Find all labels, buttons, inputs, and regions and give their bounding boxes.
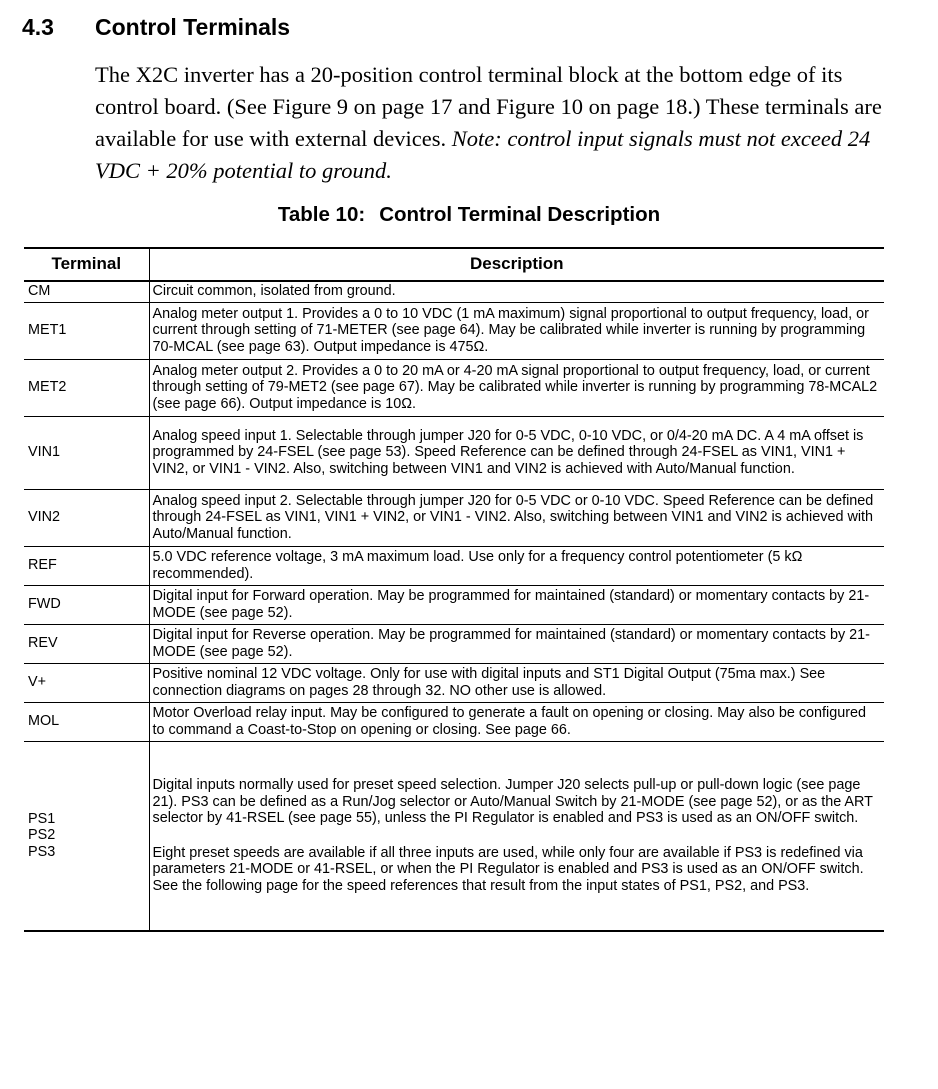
description-cell	[149, 489, 884, 546]
table-row	[24, 546, 884, 585]
description-cell	[149, 359, 884, 416]
description-text: Analog meter output 1. Provides a 0 to 10 VDC (1 mA maximum) signal proportional to output frequency, load, or current through setting of 71-METER (see page 64). May be calibrated while inverter is running by programming 70-MCAL (see page 63). Output impedance is 475Ω.	[152, 305, 869, 355]
section-number: 4.3	[22, 14, 54, 40]
description-text: Analog speed input 1. Selectable through jumper J20 for 0-5 VDC, 0-10 VDC, or 0/4-20 mA DC. A 4 mA offset is programmed by 24-FSEL (see page 53). Speed Reference can be defined through 24-FSEL as VIN1, VIN1 + VIN2, or VIN1 - VIN2. Also, switching between VIN1 and VIN2 is achieved with Auto/Manual function.	[152, 427, 864, 477]
section-title: Control Terminals	[95, 14, 291, 40]
terminal-cell: MET2	[24, 359, 149, 416]
intro-paragraph	[95, 59, 885, 187]
description-text: Digital inputs normally used for preset speed selection. Jumper J20 selects pull-up or pull-down logic (see page 21). PS3 can be defined as a Run/Jog selector or Auto/Manual Switch by 21-MODE (see page 52), or as the ART selector by 41-RSEL (see page 55), unless the PI Regulator is enabled and PS3 is used as an ON/OFF switch.	[152, 776, 873, 827]
intro-text: The X2C inverter has a 20-position control terminal block at the bottom edge of its control board. (See Figure 9 on page 17 and Figure 10 on page 18.) These terminals are available for use with external devices.	[95, 62, 882, 151]
intro-note: Note: control input signals must not exceed 24 VDC + 20% potential to ground.	[95, 126, 871, 183]
terminal-label: PS3	[28, 844, 56, 861]
description-cell	[149, 302, 884, 359]
description-text: 5.0 VDC reference voltage, 3 mA maximum load. Use only for a frequency control potentiometer (5 kΩ recommended).	[152, 548, 803, 582]
table-row	[24, 624, 884, 663]
description-cell	[149, 585, 884, 624]
terminal-cell: REF	[24, 546, 149, 585]
table-body	[24, 281, 884, 931]
table-row	[24, 416, 884, 489]
table-row	[24, 741, 884, 931]
description-text: Motor Overload relay input. May be configured to generate a fault on opening or closing. May also be configured to command a Coast-to-Stop on opening or closing. See page 66.	[152, 704, 867, 738]
paragraph-gap	[153, 827, 881, 845]
description-text: Digital input for Reverse operation. May be programmed for maintained (standard) or momentary contacts by 21-MODE (see page 52).	[152, 626, 870, 660]
header-terminal: Terminal	[24, 248, 149, 281]
table-caption-label: Table 10:	[277, 203, 366, 226]
table-row	[24, 489, 884, 546]
table-caption	[0, 203, 938, 227]
table-caption-title: Control Terminal Description	[379, 203, 661, 226]
table-row	[24, 663, 884, 702]
description-cell	[149, 663, 884, 702]
description-cell	[149, 702, 884, 741]
terminal-cell: V+	[24, 663, 149, 702]
description-cell	[149, 624, 884, 663]
table-row	[24, 302, 884, 359]
description-cell	[149, 741, 884, 931]
table-row	[24, 359, 884, 416]
description-text: Digital input for Forward operation. May be programmed for maintained (standard) or momentary contacts by 21-MODE (see page 52).	[152, 587, 870, 621]
section-heading	[22, 14, 290, 41]
table-row	[24, 585, 884, 624]
terminal-cell: VIN2	[24, 489, 149, 546]
table-header-row	[24, 248, 884, 281]
description-text: Eight preset speeds are available if all three inputs are used, while only four are available if PS3 is redefined via parameters 21-MODE or 41-RSEL, or when the PI Regulator is enabled and PS3 is used as an ON/OFF switch. See the following page for the speed references that result from the input states of PS1, PS2, and PS3.	[152, 844, 864, 894]
terminal-cell: REV	[24, 624, 149, 663]
terminal-cell: CM	[24, 281, 149, 302]
control-terminal-table	[24, 247, 884, 932]
description-cell	[149, 416, 884, 489]
terminal-cell: VIN1	[24, 416, 149, 489]
description-text: Analog meter output 2. Provides a 0 to 20 mA or 4-20 mA signal proportional to output frequency, load, or current through setting of 79-MET2 (see page 67). May be calibrated while inverter is running by programming 78-MCAL2 (see page 66). Output impedance is 10Ω.	[152, 362, 878, 412]
description-text: Circuit common, isolated from ground.	[152, 283, 396, 300]
header-description: Description	[149, 248, 884, 281]
description-text: Analog speed input 2. Selectable through jumper J20 for 0-5 VDC or 0-10 VDC. Speed Reference can be defined through 24-FSEL as VIN1, VIN1 + VIN2, or VIN1 - VIN2. Also, switching between VIN1 and VIN2 is achieved with Auto/Manual function.	[152, 492, 874, 542]
description-text: Positive nominal 12 VDC voltage. Only for use with digital inputs and ST1 Digital Output (75ma max.) See connection diagrams on pages 28 through 32. NO other use is allowed.	[152, 665, 826, 699]
terminal-cell: FWD	[24, 585, 149, 624]
terminal-cell: MET1	[24, 302, 149, 359]
description-cell	[149, 546, 884, 585]
terminal-label: PS1	[28, 810, 56, 827]
table-row	[24, 281, 884, 302]
description-cell	[149, 281, 884, 302]
terminal-cell: MOL	[24, 702, 149, 741]
terminal-label: PS2	[28, 827, 56, 844]
table-row	[24, 702, 884, 741]
terminal-cell	[24, 741, 149, 931]
